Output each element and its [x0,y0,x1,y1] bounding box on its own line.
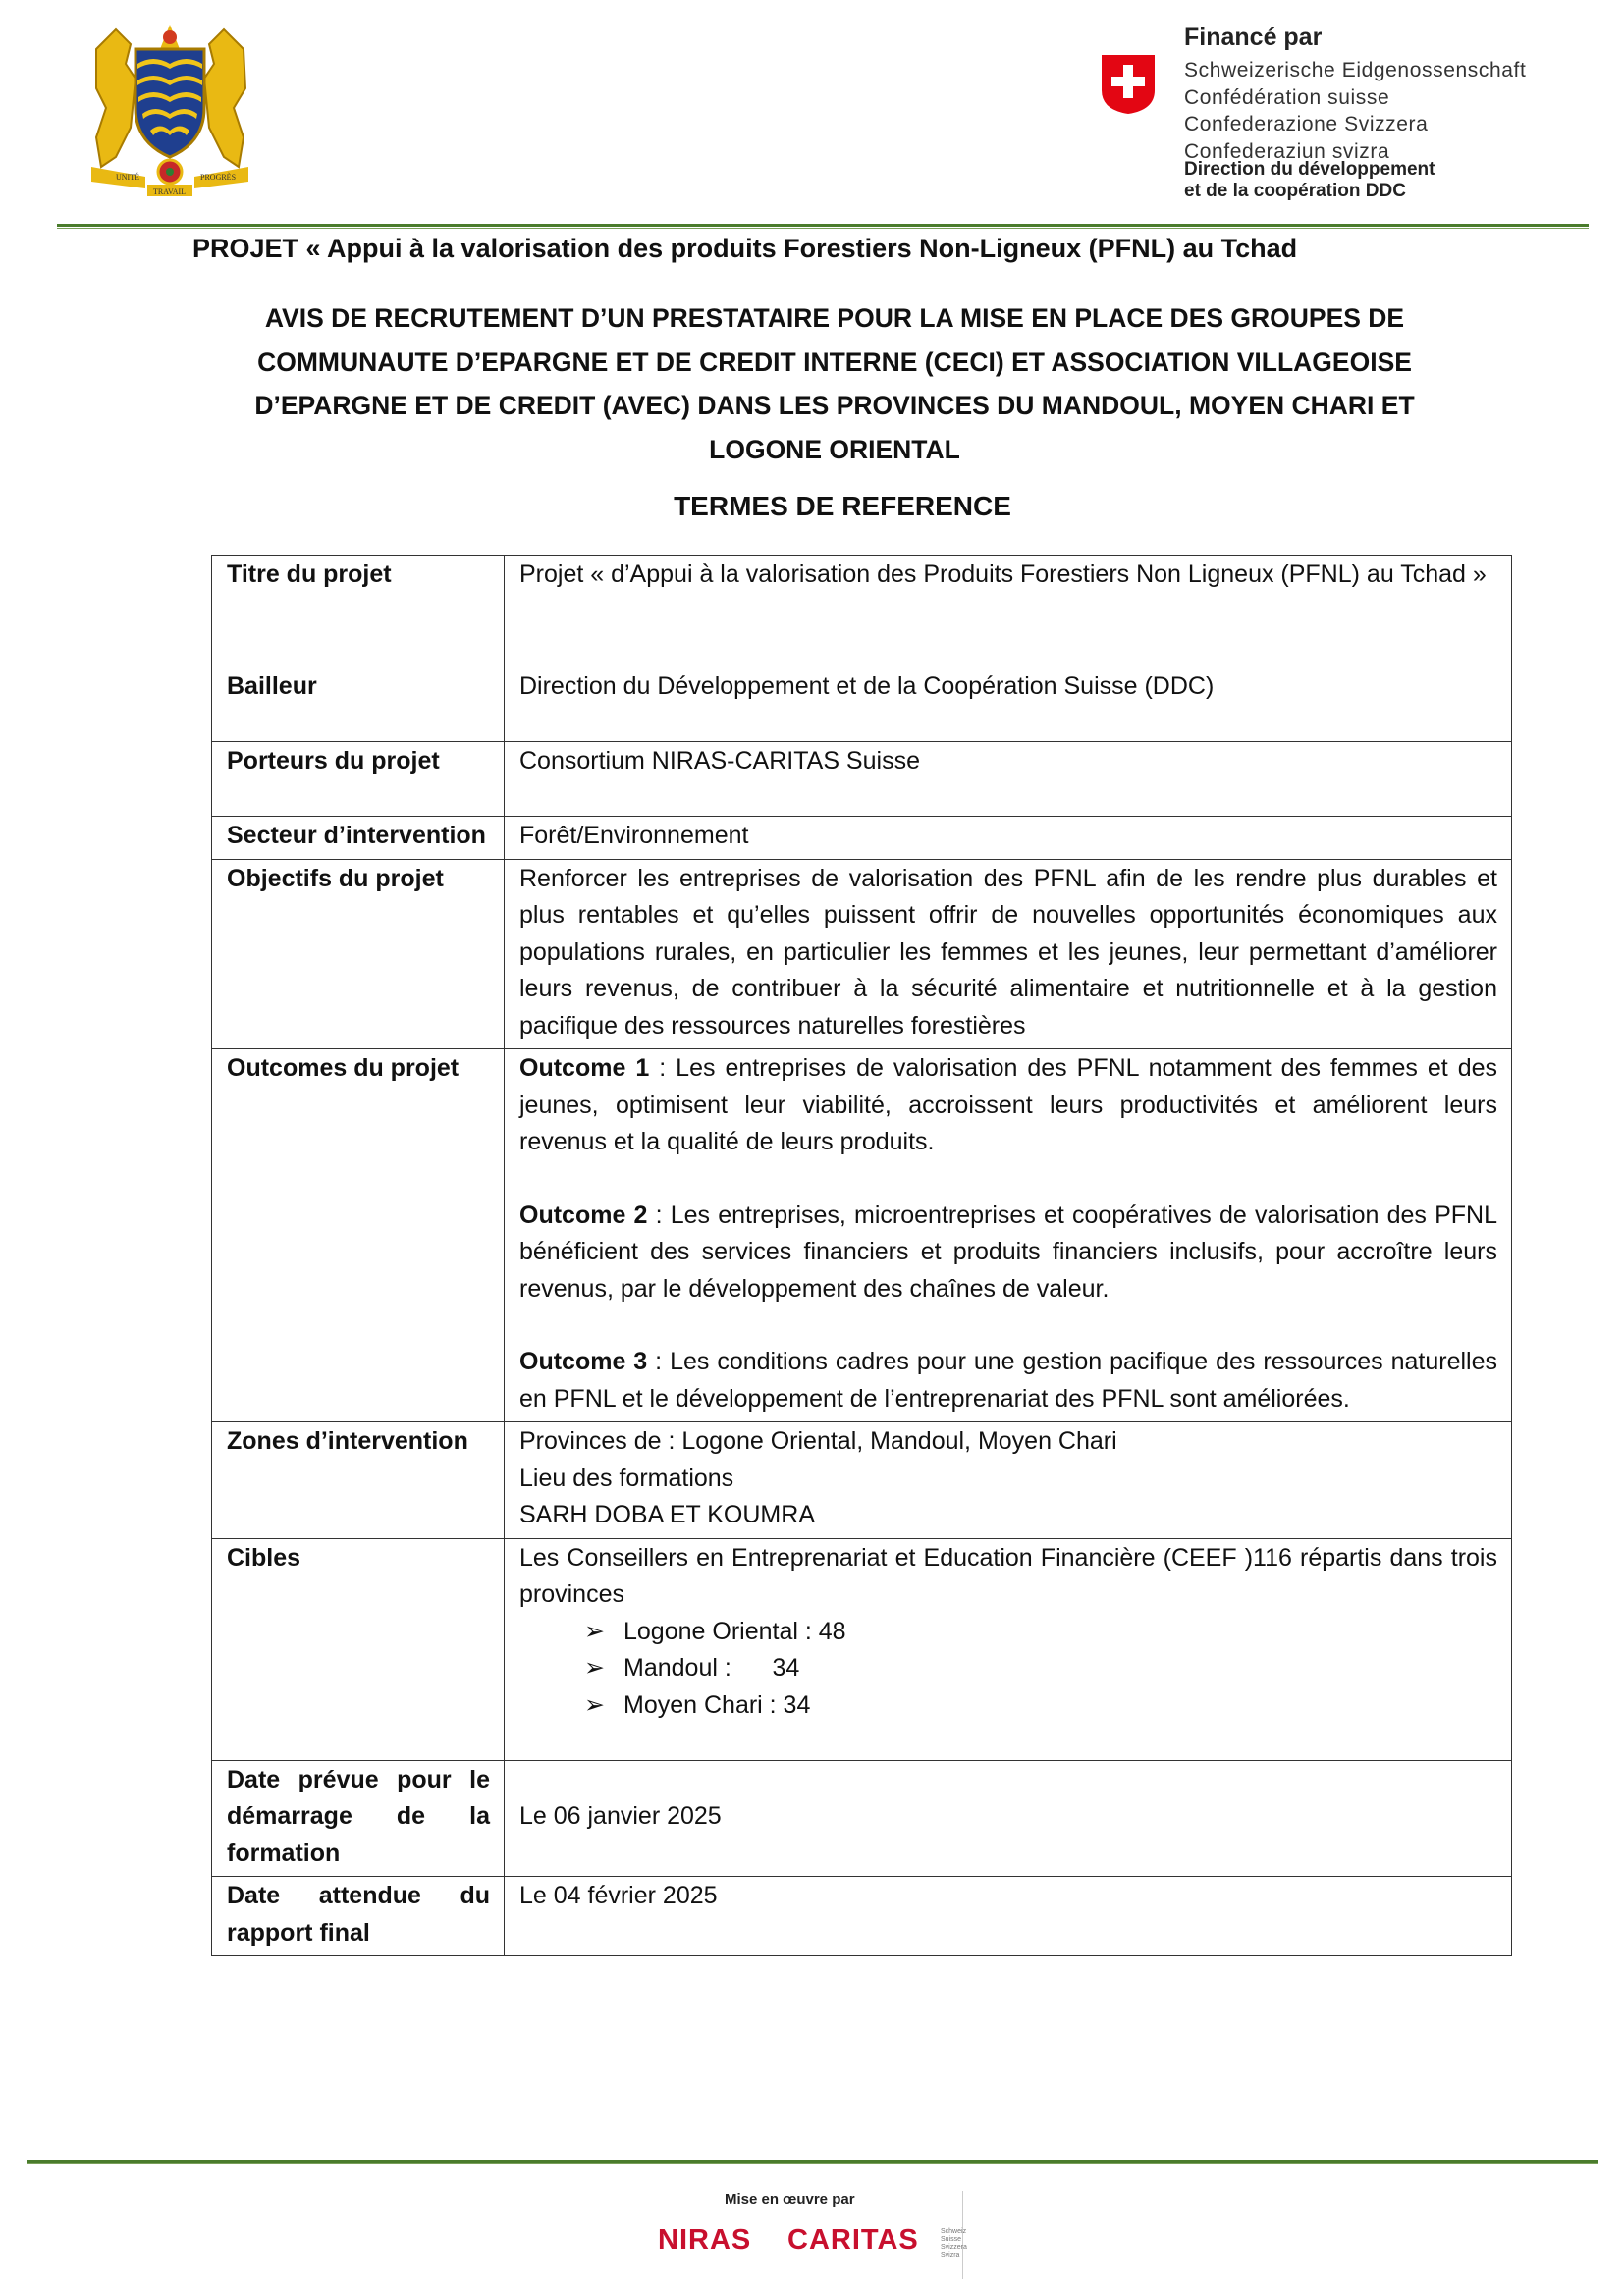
terms-of-reference-heading: TERMES DE REFERENCE [674,491,1011,521]
row-value: Direction du Développement et de la Coopération Suisse (DDC) [505,667,1512,742]
ddc-line: et de la coopération DDC [1184,181,1406,201]
row-label: Cibles [212,1538,505,1760]
list-item-text: Moyen Chari : 34 [623,1690,811,1719]
confederation-line: Confédération suisse [1184,85,1390,109]
table-row-titre [212,556,1512,667]
row-value: Renforcer les entreprises de valorisation des PFNL afin de les rendre plus durables et plus rentables et qu’elles puissent offrir de nouvelles opportunités économiques aux populations rurales, en particulier les femmes et les jeunes, leur permettant d’améliorer leurs revenus, de contribuer à la sécurité alimentaire et nutritionnelle et à la gestion pacifique des ressources naturelles forestières [505,859,1512,1049]
notice-line: D’EPARGNE ET DE CREDIT (AVEC) DANS LES PROVINCES DU MANDOUL, MOYEN CHARI ET [254,391,1415,420]
notice-line: AVIS DE RECRUTEMENT D’UN PRESTATAIRE POUR LA MISE EN PLACE DES GROUPES DE [264,303,1405,333]
row-label: Outcomes du projet [212,1049,505,1422]
ddc-line: Direction du développement [1184,159,1435,180]
terms-table [211,555,1512,1956]
arrow-bullet-icon: ➢ [584,1690,605,1719]
table-row-objectifs [212,859,1512,1049]
table-row-porteurs [212,742,1512,817]
row-value: Le 06 janvier 2025 [505,1760,1512,1877]
table-row-outcomes [212,1049,1512,1422]
notice-line: COMMUNAUTE D’EPARGNE ET DE CREDIT INTERNE (CECI) ET ASSOCIATION VILLAGEOISE [257,347,1412,377]
row-value: Forêt/Environnement [505,817,1512,860]
project-title: PROJET « Appui à la valorisation des produits Forestiers Non-Ligneux (PFNL) au Tchad [192,234,1298,263]
cibles-intro: Les Conseillers en Entreprenariat et Education Financière (CEEF )116 répartis dans trois provinces [519,1543,1497,1608]
confederation-line: Confederazione Svizzera [1184,113,1429,135]
outcome-1-title: Outcome 1 [519,1054,650,1082]
funder-block [1100,24,1561,210]
row-label: Titre du projet [212,556,505,667]
row-label: Zones d’intervention [212,1422,505,1539]
row-label: Date prévue pour le démarrage de la formation [212,1760,505,1877]
ddc-name [1184,159,1435,202]
header-divider [57,224,1589,227]
header-divider-thin [57,228,1589,229]
confederation-line: Confederaziun svizra [1184,139,1390,163]
outcome-3-text: : Les conditions cadres pour une gestion pacifique des ressources naturelles en PFNL et le développement de l’entreprenariat des PFNL sont améliorées. [519,1348,1497,1413]
list-item [519,1687,1497,1725]
svg-text:UNITÉ: UNITÉ [116,173,139,182]
list-item [519,1650,1497,1687]
row-label: Date attendue du rapport final [212,1877,505,1956]
svg-text:TRAVAIL: TRAVAIL [153,187,187,196]
recruitment-notice-title [177,296,1492,471]
row-value [505,1538,1512,1760]
footer-divider-thin [27,2163,1598,2164]
confederation-line: Schweizerische Eidgenossenschaft [1184,59,1527,81]
notice-line: LOGONE ORIENTAL [709,434,960,464]
outcome-1 [519,1050,1497,1161]
row-value [505,1049,1512,1422]
row-label: Bailleur [212,667,505,742]
arrow-bullet-icon: ➢ [584,1654,605,1682]
row-value: Le 04 février 2025 [505,1877,1512,1956]
zones-line: Provinces de : Logone Oriental, Mandoul, Moyen Chari [519,1427,1117,1455]
confederation-names [1184,57,1526,165]
table-row-bailleur [212,667,1512,742]
row-label: Porteurs du projet [212,742,505,817]
table-row-date-debut [212,1760,1512,1877]
row-value: Consortium NIRAS-CARITAS Suisse [505,742,1512,817]
table-row-date-rapport [212,1877,1512,1956]
zones-line: Lieu des formations [519,1464,734,1492]
niras-logo: NIRAS [658,2224,752,2256]
table-row-zones [212,1422,1512,1539]
outcome-2 [519,1198,1497,1308]
outcome-3-title: Outcome 3 [519,1348,648,1375]
arrow-bullet-icon: ➢ [584,1617,605,1645]
table-row-secteur [212,817,1512,860]
list-item-text: Mandoul : 34 [623,1654,800,1682]
outcome-2-title: Outcome 2 [519,1201,648,1229]
list-item [519,1614,1497,1651]
table-row-cibles [212,1538,1512,1760]
funder-title: Financé par [1184,24,1323,51]
swiss-flag-icon [1100,53,1157,116]
zones-line: SARH DOBA ET KOUMRA [519,1501,815,1528]
chad-coat-of-arms-logo [77,20,263,196]
outcome-2-text: : Les entreprises, microentreprises et coopératives de valorisation des PFNL bénéficient des services financiers et produits financiers inclusifs, pour accroître leurs revenus, par le développement des chaînes de valeur. [519,1201,1497,1303]
outcome-3 [519,1344,1497,1417]
row-value [505,1422,1512,1539]
caritas-logo: CARITAS [787,2224,919,2256]
outcome-1-text: : Les entreprises de valorisation des PFNL notamment des femmes et des jeunes, optimisent leur viabilité, accroissent leurs productivités et améliorent leurs revenus et la qualité de leurs produits. [519,1054,1498,1155]
implemented-by-label: Mise en œuvre par [725,2191,855,2208]
row-label: Secteur d’intervention [212,817,505,860]
row-label: Objectifs du projet [212,859,505,1049]
svg-text:PROGRÈS: PROGRÈS [200,173,237,182]
implementer-logos [656,2191,967,2279]
row-value: Projet « d’Appui à la valorisation des Produits Forestiers Non Ligneux (PFNL) au Tchad » [505,556,1512,667]
list-item-text: Logone Oriental : 48 [623,1617,846,1645]
caritas-subtitle: Schweiz Suisse Svizzera Svizra [941,2228,967,2259]
footer-divider [27,2160,1598,2163]
